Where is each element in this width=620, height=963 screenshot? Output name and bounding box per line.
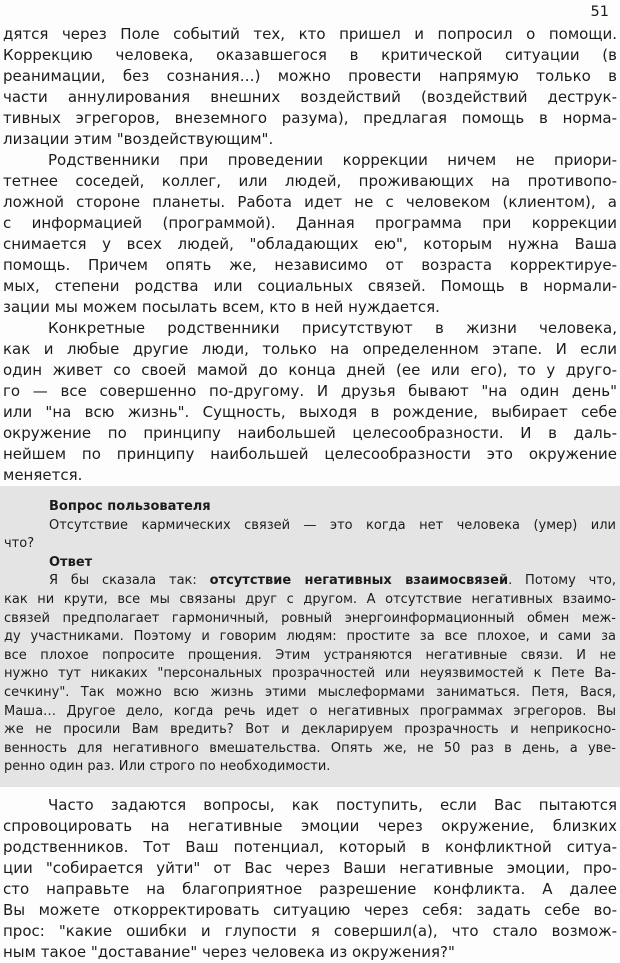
text-line: ду участниками. Поэтому и говорим людям: простите за все плохое, и сами за: [4, 629, 616, 645]
text-line: части аннулирования внешних воздействий (воздействий деструк-: [3, 88, 617, 106]
paragraph-specific-relatives: [3, 318, 617, 486]
page-number: 51: [590, 4, 609, 20]
text-line: или "на всю жизнь". Сущность, выходя в рождение, выбирает себе: [3, 403, 617, 421]
text-line: меняется.: [3, 466, 83, 484]
text-line: спровоцировать на негативные эмоции через окружение, близких: [3, 816, 617, 835]
text-line: помощь. Причем опять же, независимо от возраста корректируе-: [3, 256, 617, 274]
text-line: ложной стороне планеты. Работа идет не с человеком (клиентом), а: [3, 193, 617, 211]
text-line: один живет со своей мамой до конца дней (ее или его), то у друго-: [3, 361, 617, 379]
text-line: связей предполагает гармоничный, ровный энергоинформационный обмен меж-: [4, 610, 616, 626]
text-line: дятся через Поле событий тех, кто пришел и попросил о помощи.: [3, 25, 617, 43]
text-line: прос: "какие ошибки и глупости я совершил(а), что стало возмож-: [3, 921, 617, 940]
text-line: Коррекцию человека, оказавшегося в критической ситуации (в: [3, 46, 617, 64]
text-line: Отсутствие кармических связей — это когда нет человека (умер) или: [49, 517, 616, 533]
text-line: венность для негативного вмешательства. Опять же, не 50 раз в день, а уве-: [4, 740, 616, 756]
text-line: ренно один раз. Или строго по необходимости.: [4, 759, 331, 775]
text-line: же не просили Вам вредить? Вот и декларируем прозрачность и неприкосно-: [4, 722, 616, 738]
text-line: с информацией (программой). Данная программа при коррекции: [3, 214, 617, 232]
qa-highlight-block: [0, 486, 620, 787]
paragraph-relatives: [3, 150, 617, 318]
text-line: мых, степени родства или социальных связей. Помощь в нормали-: [3, 277, 617, 295]
text-line: тивных эгрегоров, внеземного разума), предлагая помощь в норма-: [3, 109, 617, 127]
text-line: как ни крути, все мы связаны друг с другом. А отсутствие негативных взаимо-: [4, 591, 616, 607]
text-line: Конкретные родственники присутствуют в жизни человека,: [48, 319, 617, 337]
question-heading: Вопрос пользователя: [49, 499, 211, 514]
text-line: зации мы можем посылать всем, кто в ней нуждается.: [3, 298, 440, 316]
text-line: Я бы сказала так: отсутствие негативных взаимосвязей. Потому что,: [49, 573, 616, 589]
text-line: лизации этим "воздействующим".: [3, 130, 274, 148]
paragraph-correction-continued: [3, 24, 617, 150]
text-line: окружение по принципу наибольшей целесообразности. И в даль-: [3, 424, 617, 442]
text-line: что?: [4, 536, 35, 552]
text-line: реанимации, без сознания…) можно провести напрямую только в: [3, 67, 617, 85]
text-line: нейшем по принципу наибольшей целесообразности это окружение: [3, 445, 617, 463]
text-line: ным такое "доставание" через человека из окружения?": [3, 942, 455, 961]
text-line: тетнее соседей, коллег, или людей, проживающих на противопо-: [3, 172, 617, 190]
text-line: го — все совершенно по-другому. И друзья бывают "на один день": [3, 382, 617, 400]
text-line: Родственники при проведении коррекции ничем не приори-: [48, 151, 617, 169]
text-line: сто направьте на благоприятное разрешение конфликта. А далее: [3, 879, 617, 898]
text-line: родственников. Тот Ваш потенциал, который в конфликтной ситуа-: [3, 837, 617, 856]
answer-heading: Ответ: [49, 554, 93, 570]
text-line: сечкину". Так можно всю жизнь этими мыслеформами заниматься. Петя, Вася,: [4, 684, 616, 700]
paragraph-provocation: [3, 795, 617, 963]
text-line: Часто задаются вопросы, как поступить, если Вас пытаются: [48, 795, 617, 814]
text-line: нужно тут никаких "персональных прозрачностей или неуязвимостей к Пете Ва-: [4, 666, 616, 682]
text-line: Маша… Другое дело, когда речь идет о негативных программах эгрегоров. Вы: [4, 703, 616, 719]
text-line: ции "собирается уйти" от Вас через Ваши негативные эмоции, про-: [3, 858, 617, 877]
text-line: все плохое попросите прощения. Этим устраняются негативные связи. И не: [4, 647, 616, 663]
text-line: Вы можете откорректировать ситуацию через себя: задать себе во-: [3, 900, 617, 919]
text-line: как и любые другие люди, только на определенном этапе. И если: [3, 340, 617, 358]
text-line: снимается у всех людей, "обладающих ею", которым нужна Ваша: [3, 235, 617, 253]
